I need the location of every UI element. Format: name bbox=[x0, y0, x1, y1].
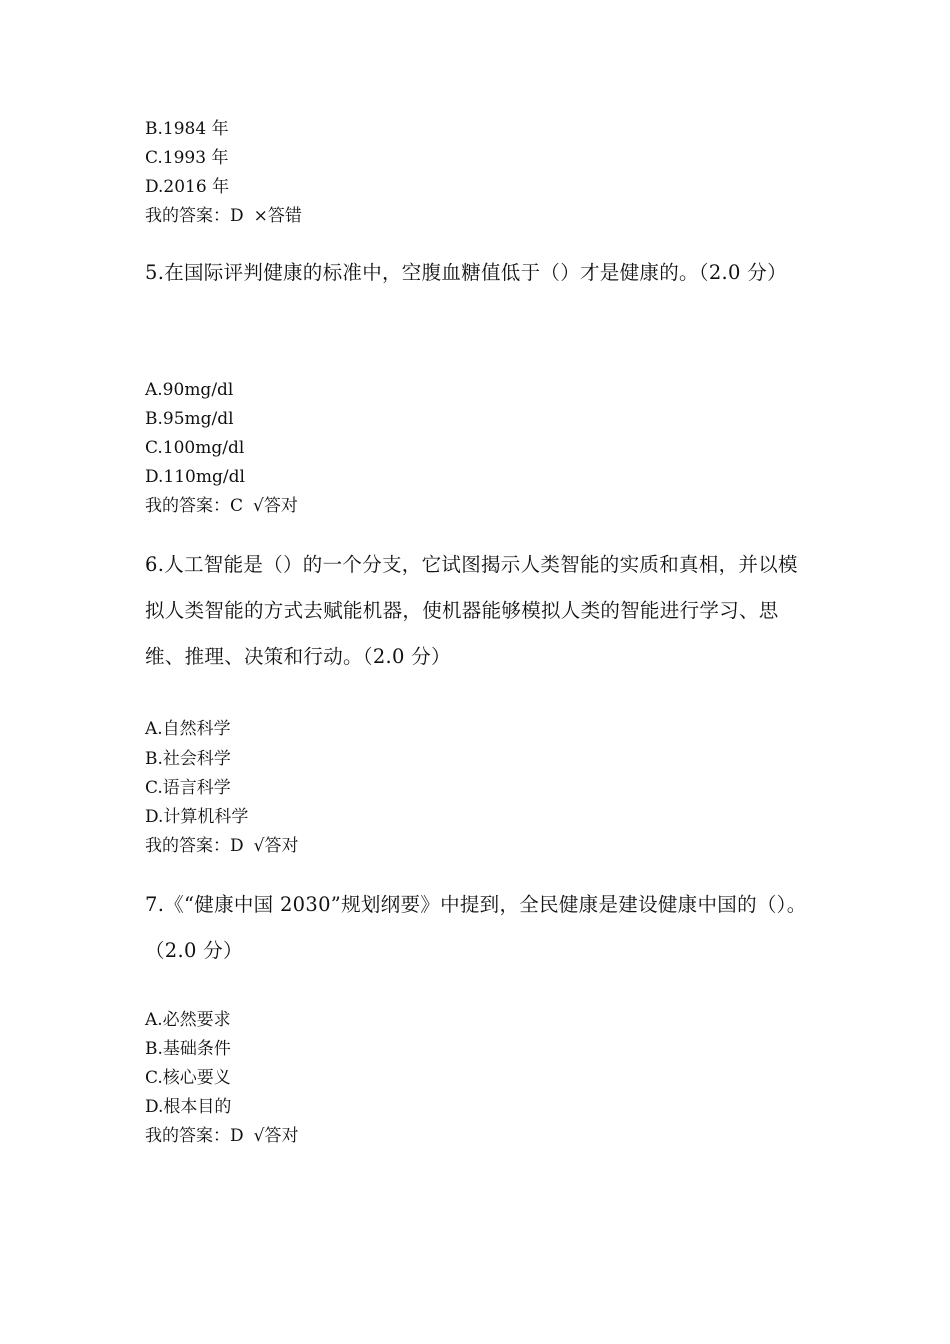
q4-answer bbox=[145, 205, 302, 227]
q7-answer-label: 我的答案：D bbox=[145, 1126, 244, 1146]
q7-result: √答对 bbox=[253, 1126, 299, 1146]
q4-result: ×答错 bbox=[253, 206, 302, 226]
q7-option-d: D.根本目的 bbox=[145, 1097, 232, 1117]
q6-answer bbox=[145, 835, 298, 857]
q5-option-a: A.90mg/dl bbox=[145, 380, 234, 400]
q5-result: √答对 bbox=[253, 496, 298, 516]
q6-option-b: B.社会科学 bbox=[145, 749, 231, 769]
q6-question: 6.人工智能是（）的一个分支，它试图揭示人类智能的实质和真相，并以模拟人类智能的方式去赋能机器，使机器能够模拟人类的智能进行学习、思维、推理、决策和行动。（2.0 分） bbox=[145, 553, 798, 668]
q7-option-b: B.基础条件 bbox=[145, 1039, 231, 1059]
q5-option-b: B.95mg/dl bbox=[145, 409, 234, 429]
q5-option-c: C.100mg/dl bbox=[145, 438, 245, 458]
q5-answer-label: 我的答案：C bbox=[145, 496, 244, 516]
q5-option-d: D.110mg/dl bbox=[145, 467, 245, 487]
q4-answer-label: 我的答案：D bbox=[145, 206, 244, 226]
q4-option-d: D.2016 年 bbox=[145, 177, 230, 197]
q6-option-d: D.计算机科学 bbox=[145, 807, 249, 827]
q7-question: 7.《“健康中国 2030”规划纲要》中提到，全民健康是建设健康中国的（）。（2.0 分） bbox=[145, 893, 807, 962]
q6-option-a: A.自然科学 bbox=[145, 719, 231, 739]
q7-answer bbox=[145, 1125, 298, 1147]
q6-result: √答对 bbox=[253, 836, 299, 856]
q5-answer bbox=[145, 495, 298, 517]
q7-option-a: A.必然要求 bbox=[145, 1010, 231, 1030]
q4-option-c: C.1993 年 bbox=[145, 148, 229, 168]
q6-answer-label: 我的答案：D bbox=[145, 836, 244, 856]
q4-option-b: B.1984 年 bbox=[145, 119, 229, 139]
q5-question: 5.在国际评判健康的标准中，空腹血糖值低于（）才是健康的。（2.0 分） bbox=[145, 261, 787, 284]
q7-option-c: C.核心要义 bbox=[145, 1068, 231, 1088]
q6-option-c: C.语言科学 bbox=[145, 778, 231, 798]
